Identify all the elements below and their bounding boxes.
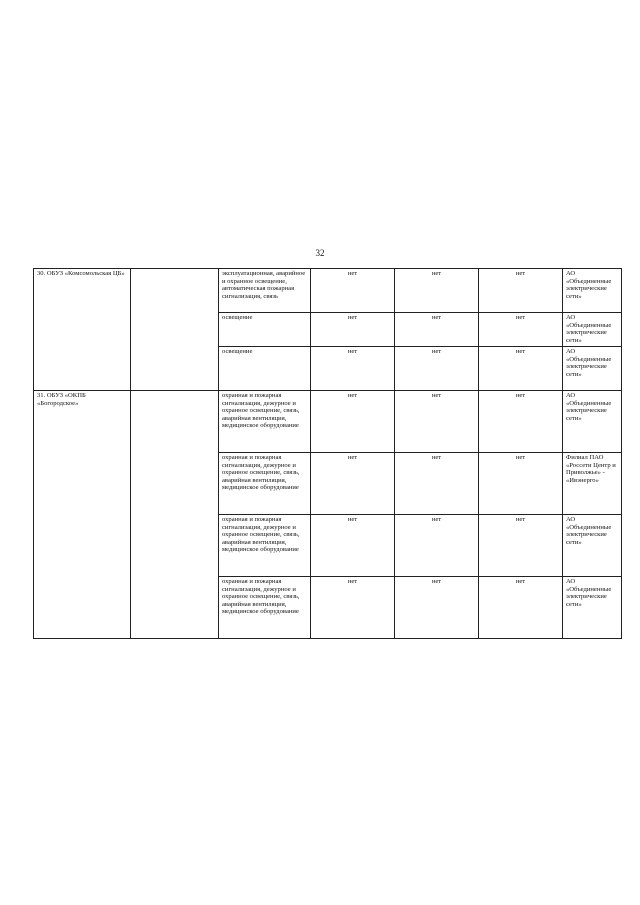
supplier-cell: АО «Объединенные электрические сети» [563,313,622,347]
supplier-cell: АО «Объединенные электрические сети» [563,391,622,453]
supplier-cell: АО «Объединенные электрические сети» [563,347,622,391]
value-cell: нет [311,269,395,313]
page-number: 32 [315,248,325,258]
supplier-cell: Филиал ПАО «Россети Центр и Приволжье» - «Ивэнерго» [563,453,622,515]
value-cell: нет [395,347,479,391]
value-cell: нет [311,453,395,515]
supplier-cell: АО «Объединенные электрические сети» [563,577,622,639]
value-cell: нет [479,453,563,515]
description-cell: освещение [219,313,311,347]
supplier-cell: АО «Объединенные электрические сети» [563,515,622,577]
value-cell: нет [311,347,395,391]
value-cell: нет [479,347,563,391]
institution-cell: 30. ОБУЗ «Комсомольская ЦБ» [34,269,131,391]
value-cell: нет [479,269,563,313]
value-cell: нет [479,391,563,453]
description-cell: эксплуатационная, аварийное и охранное освещение, автоматическая пожарная сигнализация, связь [219,269,311,313]
institution-cell: 31. ОБУЗ «ОКПБ «Богородское» [34,391,131,639]
description-cell: охранная и пожарная сигнализация, дежурное и охранное освещение, связь, аварийная вентиляция, медицинское оборудование [219,515,311,577]
value-cell: нет [395,453,479,515]
table-row [34,269,622,313]
value-cell: нет [479,515,563,577]
value-cell: нет [395,391,479,453]
empty-cell [131,391,219,639]
description-cell: охранная и пожарная сигнализация, дежурное и охранное освещение, связь, аварийная вентиляция, медицинское оборудование [219,391,311,453]
description-cell: охранная и пожарная сигнализация, дежурное и охранное освещение, связь, аварийная вентиляция, медицинское оборудование [219,453,311,515]
description-cell: освещение [219,347,311,391]
empty-cell [131,269,219,391]
description-cell: охранная и пожарная сигнализация, дежурное и охранное освещение, связь, аварийная вентиляция, медицинское оборудование [219,577,311,639]
objects-table [33,268,622,639]
value-cell: нет [311,313,395,347]
value-cell: нет [311,577,395,639]
table-row [34,391,622,453]
value-cell: нет [311,391,395,453]
supplier-cell: АО «Объединенные электрические сети» [563,269,622,313]
value-cell: нет [479,313,563,347]
value-cell: нет [311,515,395,577]
value-cell: нет [395,515,479,577]
value-cell: нет [395,269,479,313]
value-cell: нет [479,577,563,639]
value-cell: нет [395,577,479,639]
value-cell: нет [395,313,479,347]
